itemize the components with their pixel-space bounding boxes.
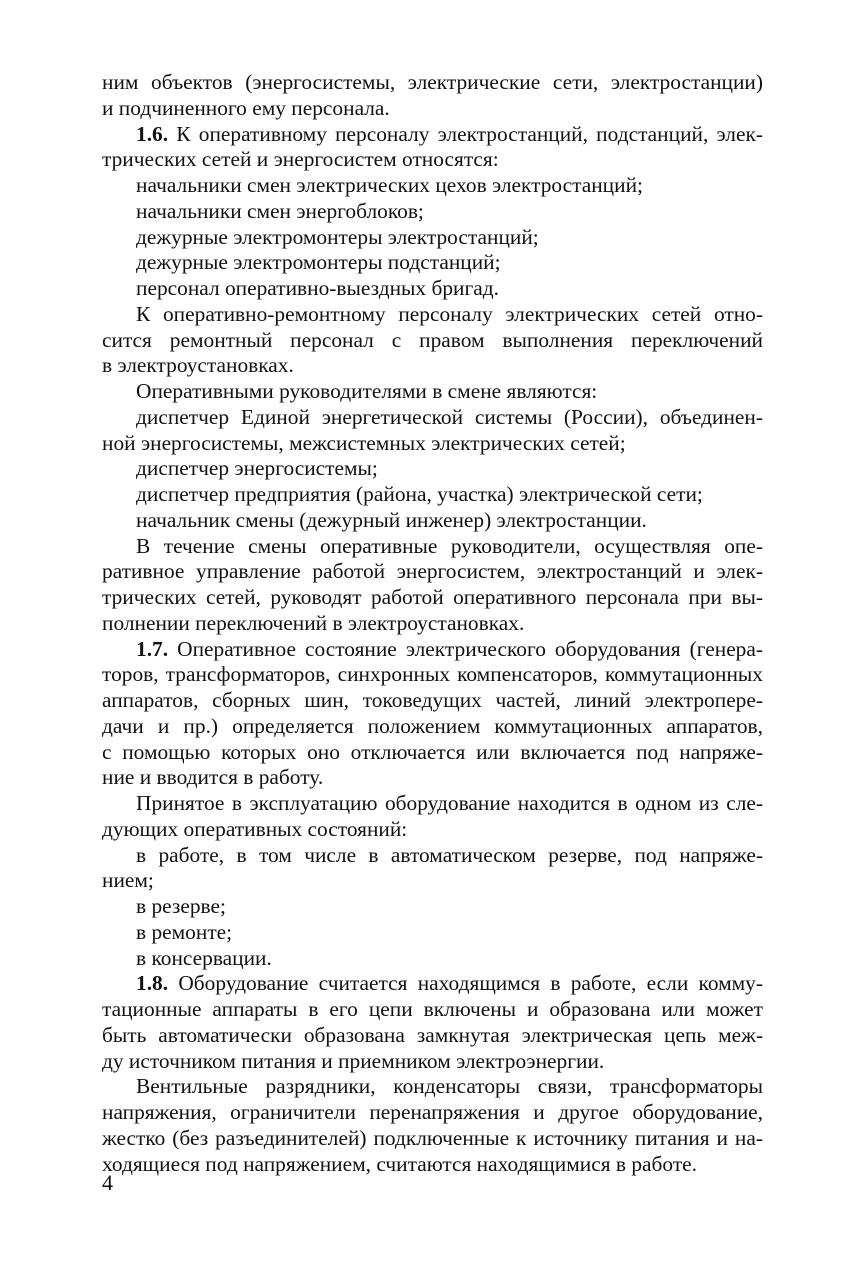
- text-line: [102, 431, 763, 457]
- text-line: [102, 611, 763, 637]
- line-text: диспетчер предприятия (района, участка) электрической сети;: [136, 482, 703, 506]
- page-text: [102, 70, 763, 1177]
- text-line: [102, 791, 763, 817]
- line-text: в консервации.: [136, 945, 272, 970]
- section-number: 1.8.: [136, 971, 169, 996]
- line-text: в электроустановках.: [102, 353, 294, 378]
- line-text: персонал оперативно-выездных бригад.: [136, 276, 499, 300]
- text-line: [102, 276, 763, 302]
- text-line: [102, 353, 763, 379]
- text-line: [102, 122, 763, 148]
- text-line: [102, 1074, 763, 1100]
- text-line: [102, 920, 763, 946]
- text-line: [102, 817, 763, 843]
- line-text: ративное управление работой энергосистем, электростанций и элек-: [102, 559, 763, 584]
- line-text: в резерве;: [136, 894, 226, 918]
- line-text: диспетчер энергосистемы;: [136, 456, 378, 481]
- text-line: [102, 559, 763, 585]
- text-line: [102, 328, 763, 354]
- text-line: [102, 637, 763, 663]
- line-text: быть автоматически образована замкнутая электрическая цепь меж-: [102, 1022, 763, 1047]
- page-number: 4: [102, 1170, 113, 1195]
- line-text: начальник смены (дежурный инженер) электростанции.: [136, 507, 647, 532]
- line-text: Оперативными руководителями в смене являются:: [136, 379, 598, 403]
- text-line: [102, 1152, 763, 1178]
- text-line: [102, 585, 763, 611]
- text-line: [102, 147, 763, 173]
- text-line: [102, 508, 763, 534]
- line-text: полнении переключений в электроустановках.: [102, 610, 525, 635]
- line-text: в ремонте;: [136, 919, 233, 944]
- section-number: 1.6.: [136, 121, 169, 146]
- text-line: [102, 868, 763, 894]
- line-text: трических сетей и энергосистем относятся:: [102, 147, 499, 172]
- section-number: 1.7.: [136, 636, 169, 661]
- line-text: в работе, в том числе в автоматическом резерве, под напряже-: [136, 842, 763, 867]
- text-line: [102, 894, 763, 920]
- line-text: К оперативно-ремонтному персоналу электрических сетей отно-: [136, 301, 763, 326]
- line-text: ние и вводится в работу.: [102, 765, 324, 790]
- line-text: и подчиненного ему персонала.: [102, 95, 390, 120]
- text-line: [102, 1126, 763, 1152]
- line-text: К оперативному персоналу электростанций, подстанций, элек-: [168, 121, 763, 146]
- line-text: начальники смен электрических цехов электростанций;: [136, 173, 643, 197]
- text-line: [102, 688, 763, 714]
- text-line: [102, 843, 763, 869]
- line-text: сится ремонтный персонал с правом выполнения переключений: [102, 327, 763, 352]
- text-line: [102, 1023, 763, 1049]
- line-text: Принятое в эксплуатацию оборудование находится в одном из сле-: [136, 791, 763, 815]
- line-text: напряжения, ограничители перенапряжения и другое оборудование,: [102, 1100, 763, 1124]
- text-line: [102, 456, 763, 482]
- text-line: [102, 714, 763, 740]
- line-text: дежурные электромонтеры электростанций;: [136, 224, 539, 249]
- line-text: Оперативное состояние электрического оборудования (генера-: [168, 636, 763, 661]
- text-line: [102, 96, 763, 122]
- line-text: ним объектов (энергосистемы, электрические сети, электростанции): [102, 70, 763, 94]
- line-text: дующих оперативных состояний:: [102, 816, 408, 841]
- line-text: торов, трансформаторов, синхронных компенсаторов, коммутационных: [102, 662, 763, 687]
- line-text: ходящиеся под напряжением, считаются находящимися в работе.: [102, 1151, 698, 1176]
- line-text: В течение смены оперативные руководители, осуществляя опе-: [136, 533, 763, 558]
- text-line: [102, 997, 763, 1023]
- text-line: [102, 482, 763, 508]
- line-text: с помощью которых оно отключается или включается под напряже-: [102, 739, 763, 764]
- text-line: [102, 1100, 763, 1126]
- line-text: ной энергосистемы, межсистемных электрических сетей;: [102, 430, 626, 455]
- line-text: дачи и пр.) определяется положением коммутационных аппаратов,: [102, 713, 763, 738]
- text-line: [102, 1049, 763, 1075]
- line-text: тационные аппараты в его цепи включены и образована или может: [102, 997, 763, 1021]
- text-line: [102, 765, 763, 791]
- text-line: [102, 534, 763, 560]
- line-text: аппаратов, сборных шин, токоведущих частей, линий электропере-: [102, 688, 763, 712]
- line-text: Вентильные разрядники, конденсаторы связи, трансформаторы: [136, 1074, 763, 1099]
- text-line: [102, 971, 763, 997]
- text-line: [102, 405, 763, 431]
- text-line: [102, 250, 763, 276]
- line-text: начальники смен энергоблоков;: [136, 198, 424, 223]
- text-line: [102, 173, 763, 199]
- text-line: [102, 946, 763, 972]
- text-line: [102, 225, 763, 251]
- line-text: диспетчер Единой энергетической системы (России), объединен-: [136, 404, 763, 429]
- text-line: [102, 379, 763, 405]
- line-text: жестко (без разъединителей) подключенные к источнику питания и на-: [102, 1125, 763, 1150]
- text-line: [102, 199, 763, 225]
- line-text: трических сетей, руководят работой оперативного персонала при вы-: [102, 585, 763, 609]
- line-text: Оборудование считается находящимся в работе, если комму-: [168, 971, 763, 996]
- line-text: дежурные электромонтеры подстанций;: [136, 250, 501, 275]
- line-text: нием;: [102, 868, 154, 893]
- text-line: [102, 740, 763, 766]
- text-line: [102, 302, 763, 328]
- text-line: [102, 662, 763, 688]
- text-line: [102, 70, 763, 96]
- line-text: ду источником питания и приемником электроэнергии.: [102, 1048, 605, 1073]
